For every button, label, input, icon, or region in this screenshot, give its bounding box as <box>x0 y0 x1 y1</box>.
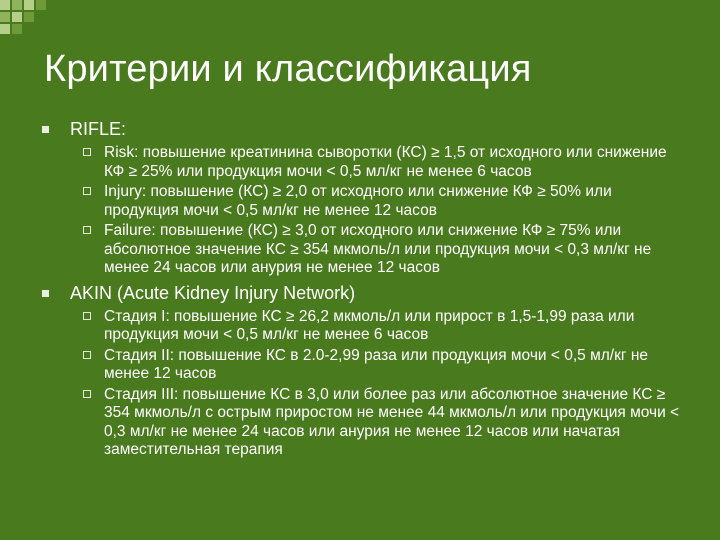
section-rifle <box>40 118 690 140</box>
hollow-square-bullet-icon <box>83 312 91 320</box>
list-item <box>40 386 690 460</box>
hollow-square-bullet-icon <box>83 148 91 156</box>
list-item-text: Стадия I: повышение КС ≥ 26,2 мкмоль/л или прирост в 1,5-1,99 раза или продукция мочи < 0,5 мл/кг не менее 6 часов <box>104 307 635 343</box>
list-item <box>40 144 690 181</box>
list-item-text: Risk: повышение креатинина сыворотки (КС) ≥ 1,5 от исходного или снижение КФ ≥ 25% или продукция мочи < 0,5 мл/кг не менее 6 часов <box>104 144 667 180</box>
hollow-square-bullet-icon <box>83 351 91 359</box>
hollow-square-bullet-icon <box>83 187 91 195</box>
slide-title: Критерии и классификация <box>44 48 532 90</box>
list-item-text: Failure: повышение (КС) ≥ 3,0 от исходного или снижение КФ ≥ 75% или абсолютное значение КС ≥ 354 мкмоль/л или продукция мочи < 0,3 мл/кг не менее 24 часов или анурия не менее 12 часов <box>104 222 652 276</box>
slide-content <box>40 118 690 462</box>
list-item <box>40 222 690 278</box>
list-item-text: Стадия II: повышение КС в 2.0-2,99 раза или продукция мочи < 0,5 мл/кг не менее 12 часов <box>104 346 649 382</box>
hollow-square-bullet-icon <box>83 390 91 398</box>
bullet-icon <box>42 290 49 297</box>
section-label: AKIN (Acute Kidney Injury Network) <box>70 282 356 303</box>
list-item <box>40 308 690 345</box>
list-item-text: Injury: повышение (КС) ≥ 2,0 от исходного или снижение КФ ≥ 50% или продукция мочи < 0,5 мл/кг не менее 12 часов <box>104 183 612 219</box>
list-item <box>40 347 690 384</box>
bullet-icon <box>42 126 49 133</box>
section-label: RIFLE: <box>70 119 127 139</box>
corner-decoration <box>0 0 60 40</box>
hollow-square-bullet-icon <box>83 226 91 234</box>
list-item-text: Стадия III: повышение КС в 3,0 или более раз или абсолютное значение КС ≥ 354 мкмоль/л с острым приростом не менее 44 мкмоль/л или продукция мочи < 0,3 мл/кг не менее 24 часов или анурия не менее 12 часов или начатая заместительная терапия <box>104 385 680 458</box>
section-akin <box>40 282 690 304</box>
list-item <box>40 183 690 220</box>
